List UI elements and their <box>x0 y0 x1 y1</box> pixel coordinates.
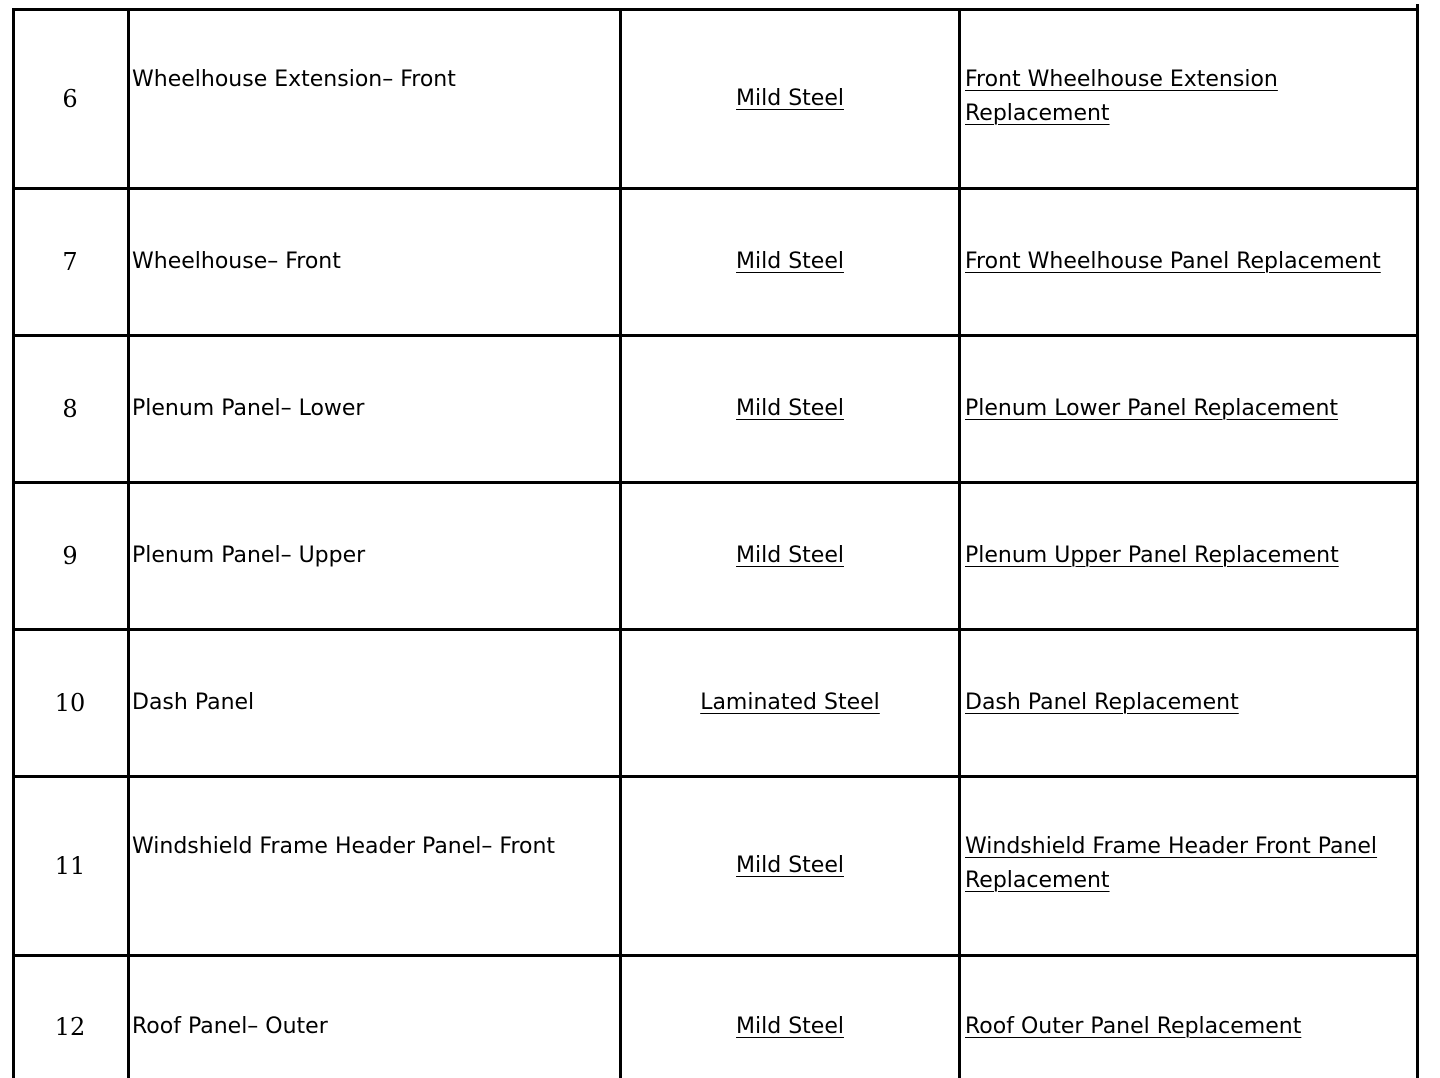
procedure-cell <box>965 11 1415 187</box>
material-link[interactable]: Mild Steel <box>736 86 844 111</box>
procedure-link[interactable]: Dash Panel Replacement <box>965 690 1239 715</box>
item-number: 12 <box>54 1013 86 1041</box>
table-row <box>0 957 1440 1078</box>
procedure-cell <box>965 631 1415 775</box>
table-row <box>0 484 1440 628</box>
part-name: Windshield Frame Header Panel– Front <box>132 834 556 859</box>
procedure-cell <box>965 484 1415 628</box>
table-row <box>0 778 1440 954</box>
material-cell <box>622 484 958 628</box>
material-cell <box>622 957 958 1078</box>
part-name: Dash Panel <box>132 690 255 715</box>
material-cell <box>622 190 958 334</box>
procedure-cell <box>965 778 1415 954</box>
part-name: Plenum Panel– Lower <box>132 396 365 421</box>
table-row <box>0 631 1440 775</box>
procedure-link[interactable]: Plenum Lower Panel Replacement <box>965 396 1339 421</box>
procedure-link[interactable]: Roof Outer Panel Replacement <box>965 1014 1302 1039</box>
material-cell <box>622 11 958 187</box>
material-link[interactable]: Mild Steel <box>736 249 844 274</box>
material-link[interactable]: Laminated Steel <box>700 690 880 715</box>
procedure-link[interactable]: Windshield Frame Header Front Panel Replacement <box>965 834 1378 893</box>
item-number: 7 <box>62 248 78 276</box>
table-row <box>0 11 1440 187</box>
part-name: Wheelhouse Extension– Front <box>132 67 456 92</box>
table-row <box>0 337 1440 481</box>
material-link[interactable]: Mild Steel <box>736 853 844 878</box>
procedure-link[interactable]: Front Wheelhouse Panel Replacement <box>965 249 1381 274</box>
material-cell <box>622 631 958 775</box>
part-name: Roof Panel– Outer <box>132 1014 328 1039</box>
item-number: 8 <box>62 395 78 423</box>
material-link[interactable]: Mild Steel <box>736 396 844 421</box>
procedure-cell <box>965 337 1415 481</box>
procedure-link[interactable]: Front Wheelhouse Extension Replacement <box>965 67 1278 126</box>
material-cell <box>622 778 958 954</box>
item-number: 9 <box>62 542 78 570</box>
procedure-cell <box>965 190 1415 334</box>
material-link[interactable]: Mild Steel <box>736 1014 844 1039</box>
part-name: Plenum Panel– Upper <box>132 543 366 568</box>
table-row <box>0 190 1440 334</box>
procedure-link[interactable]: Plenum Upper Panel Replacement <box>965 543 1339 568</box>
item-number: 6 <box>62 85 78 113</box>
item-number: 10 <box>54 689 86 717</box>
item-number: 11 <box>54 852 86 880</box>
part-name: Wheelhouse– Front <box>132 249 341 274</box>
procedure-cell <box>965 957 1415 1078</box>
material-link[interactable]: Mild Steel <box>736 543 844 568</box>
material-cell <box>622 337 958 481</box>
